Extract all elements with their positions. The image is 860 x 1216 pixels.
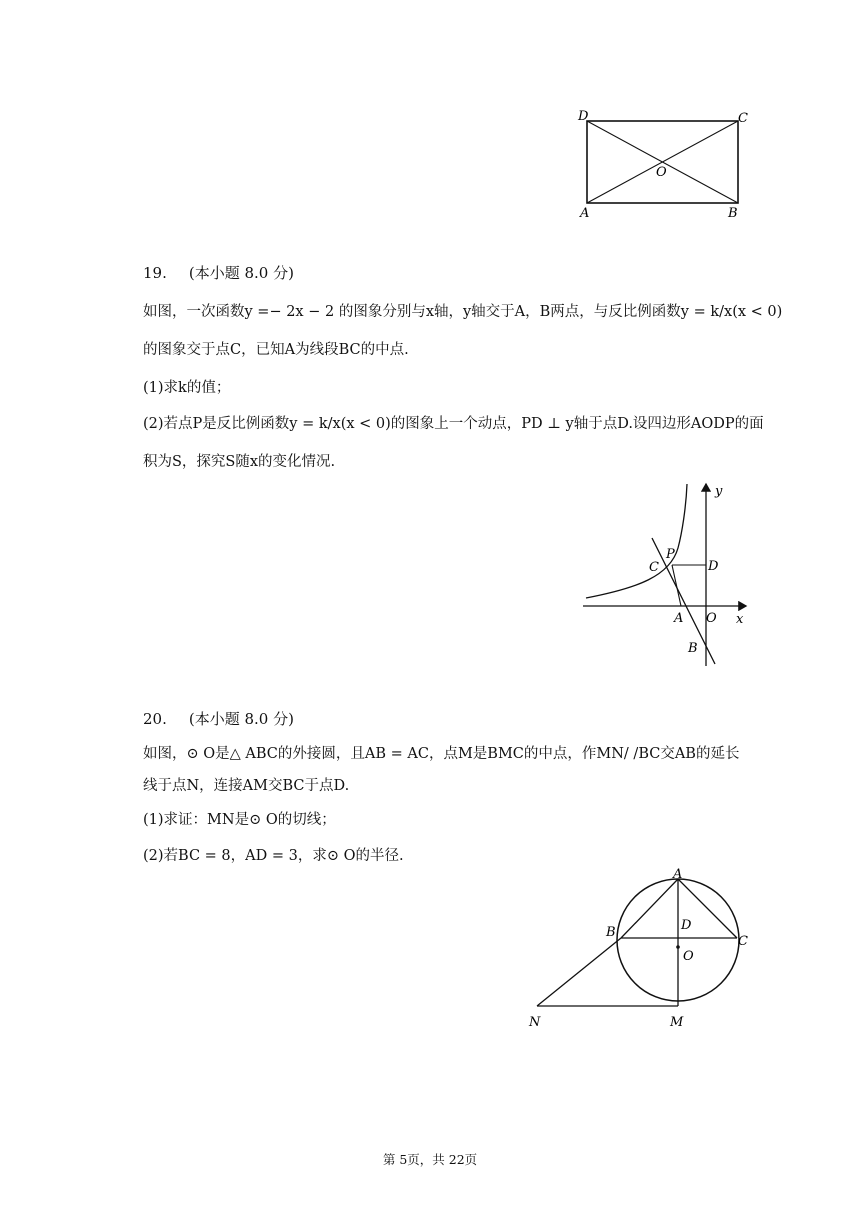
q20-points: (本小题 8.0 分)	[188, 710, 294, 728]
q19-line-4: (2)若点P是反比例函数y = k/x(x < 0)的图象上一个动点，PD ⊥ y轴于点D.设四边形AODP的面	[143, 416, 764, 432]
label-y: y	[715, 484, 723, 499]
q20-line-2: 线于点N，连接AM交BC于点D.	[143, 778, 350, 794]
label-o: O	[683, 949, 694, 964]
label-d: D	[708, 559, 719, 574]
q20-line-1: 如图，⊙ O是△ ABC的外接圆，且AB = AC，点M是BMC的中点，作MN/ /BC交AB的延长	[143, 746, 740, 762]
label-n: N	[529, 1015, 541, 1030]
q19-line-5: 积为S，探究S随x的变化情况.	[143, 454, 336, 470]
label-m: M	[670, 1015, 684, 1030]
center-point	[676, 945, 680, 949]
q19-line-3: (1)求k的值；	[143, 380, 231, 396]
label-c: C	[738, 111, 748, 126]
hyperbola-curve	[586, 484, 687, 598]
q20-line-4: (2)若BC = 8，AD = 3，求⊙ O的半径.	[143, 848, 404, 864]
segment-ab	[621, 879, 678, 938]
segment-bn	[537, 938, 621, 1006]
page-footer: 第 5页，共 22页	[382, 1152, 478, 1167]
label-a: A	[580, 206, 590, 221]
label-b: B	[688, 641, 698, 656]
label-x: x	[736, 612, 744, 627]
q20-line-3: (1)求证：MN是⊙ O的切线；	[143, 812, 336, 828]
label-a: A	[674, 611, 684, 626]
rectangle-figure	[570, 105, 760, 225]
label-b: B	[728, 206, 738, 221]
label-b: B	[606, 925, 616, 940]
label-p: P	[666, 547, 675, 562]
segment-pa	[672, 565, 681, 606]
label-o: O	[706, 611, 717, 626]
q20-number: 20.	[143, 710, 167, 728]
label-o: O	[656, 165, 667, 180]
label-d: D	[578, 109, 589, 124]
label-c: C	[738, 934, 748, 949]
q19-points: (本小题 8.0 分)	[188, 264, 294, 282]
q19-line-2: 的图象交于点C，已知A为线段BC的中点.	[143, 342, 409, 358]
q20-header	[143, 708, 294, 729]
q20-figure	[520, 868, 760, 1033]
q19-header	[143, 262, 294, 283]
label-a: A	[673, 868, 683, 882]
q19-line-1: 如图，一次函数y =− 2x − 2 的图象分别与x轴，y轴交于A，B两点，与反比例函数y = k/x(x < 0)	[143, 304, 783, 320]
label-c: C	[649, 560, 659, 575]
label-d: D	[681, 918, 692, 933]
q19-number: 19.	[143, 264, 167, 282]
q19-figure	[578, 478, 758, 668]
